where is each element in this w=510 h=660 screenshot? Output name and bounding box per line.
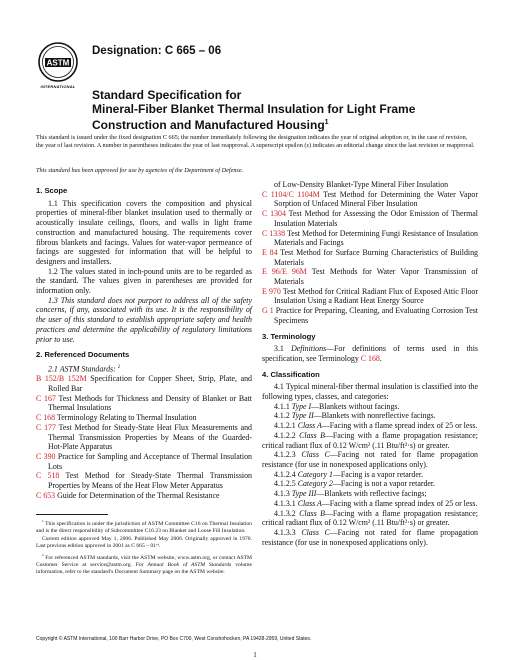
para-4-1-3-3: 4.1.3.3 Class C—Facing not rated for flame propagation resistance (for use in nonexposed applications only). <box>262 527 478 547</box>
ref-item: C 390 Practice for Sampling and Acceptance of Thermal Insulation Lots <box>36 451 252 471</box>
ref-link[interactable]: C 1338 <box>262 228 286 238</box>
ref-link[interactable]: C 1104/C 1104M <box>262 189 320 199</box>
right-column <box>262 180 478 547</box>
ref-link[interactable]: E 96/E 96M <box>262 267 307 277</box>
ref-item: E 96/E 96M Test Methods for Water Vapor Transmission of Materials <box>262 267 478 287</box>
ref-item: C 1104/C 1104M Test Method for Determining the Water Vapor Sorption of Unfaced Mineral Fiber Insulation <box>262 189 478 209</box>
designation: Designation: C 665 – 06 <box>92 45 222 57</box>
document-title <box>92 89 452 133</box>
para-4-1-2-5: 4.1.2.5 Category 2—Facing is not a vapor retarder. <box>274 479 436 489</box>
svg-text:ASTM: ASTM <box>46 58 70 68</box>
astm-logo-text <box>38 42 78 82</box>
left-column <box>36 182 252 500</box>
ref-item: C 518 Test Method for Steady-State Thermal Transmission Properties by Means of the Heat Flow Meter Apparatus <box>36 471 252 491</box>
para-4-1-2: 4.1.2 Type II—Blankets with nonreflective facings. <box>274 411 436 421</box>
para-4-1: 4.1 Typical mineral-fiber thermal insulation is classified into the following types, classes, and categories: <box>262 382 478 402</box>
logo-caption: INTERNATIONAL <box>40 84 76 89</box>
section-heading-scope: 1. Scope <box>36 186 68 195</box>
ref-link[interactable]: C 518 <box>36 471 60 481</box>
intro-paragraph: This standard is issued under the fixed designation C 665; the number immediately following the designation indicates the year of original adoption or, in the case of revision, the year of last revision. A number in parentheses indicates the year of last reapproval. A superscript epsilon (ε) indicates an editorial change since the last revision or reapproval. <box>36 134 475 149</box>
ref-item: C 1338 Test Method for Determining Fungi Resistance of Insulation Materials and Facings <box>262 228 478 248</box>
footnotes <box>36 518 252 577</box>
ref-item: C 177 Test Method for Steady-State Heat Flux Measurements and Thermal Transmission Properties by Means of the Guarded-Hot-Plate Apparatus <box>36 422 252 452</box>
para-4-1-2-2: 4.1.2.2 Class B—Facing with a flame propagation resistance; critical radiant flux of 0.12 W/cm² (.11 Btu/ft²·s) or greater. <box>262 430 478 450</box>
ref-link[interactable]: B 152/B 152M <box>36 374 87 384</box>
para-1-3: 1.3 This standard does not purport to address all of the safety concerns, if any, associated with its use. It is the responsibility of the user of this standard to establish appropriate safety and health practices and determine the applicability of regulatory limitations prior to use. <box>36 295 252 344</box>
para-1-2: 1.2 The values stated in inch-pound units are to be regarded as the standard. The values given in parentheses are provided for information only. <box>36 266 252 296</box>
para-4-1-3-1: 4.1.3.1 Class A—Facing with a flame spread index of 25 or less. <box>274 498 478 508</box>
para-4-1-2-4: 4.1.2.4 Category 1—Facing is a vapor retarder. <box>274 469 424 479</box>
title-line-1: Standard Specification for <box>92 88 242 102</box>
footnote-1-edition: Current edition approved May 1, 2006. Published May 2006. Originally approved in 1970. Last previous edition approved in 2001 as C 665 – 01ᵉ¹. <box>36 536 252 550</box>
para-4-1-3: 4.1.3 Type III—Blankets with reflective facings; <box>274 489 427 499</box>
ref-link[interactable]: C 653 <box>36 490 56 500</box>
page-number: 1 <box>253 651 257 659</box>
footnote-1: $^1$ This specification is under the jurisdiction of ASTM Committee C16 on Thermal Insulation and is the direct responsibility of Subcommittee C16.23 on Blanket and Loose Fill Insulation. <box>36 519 252 534</box>
section-heading-referenced-documents: 2. Referenced Documents <box>36 350 130 360</box>
ref-link[interactable]: E 84 <box>262 247 278 257</box>
dod-approval-note: This standard has been approved for use by agencies of the Department of Defense. <box>36 167 244 174</box>
para-4-1-2-1: 4.1.2.1 Class A—Facing with a flame spread index of 25 or less. <box>274 421 478 431</box>
ref-item: C 167 Test Methods for Thickness and Density of Blanket or Batt Thermal Insulations <box>36 393 253 413</box>
copyright-line: Copyright © ASTM International, 100 Barr Harbor Drive, PO Box C700, West Conshohocken, PA 19428-2959, United States. <box>36 636 312 642</box>
ref-continued: of Low-Density Blanket-Type Mineral Fiber Insulation <box>274 180 449 189</box>
ref-item: C 168 Terminology Relating to Thermal Insulation <box>36 413 197 423</box>
section-heading-classification: 4. Classification <box>262 369 320 379</box>
footnote-2: $^2$ For referenced ASTM standards, visit the ASTM website, www.astm.org, or contact ASTM Customer Service at service@astm.org. For Annual Book of ASTM Standards volume information, refer to the standard's Document Summary page on the ASTM website. <box>36 552 253 575</box>
title-footnote-mark: 1 <box>324 119 329 126</box>
ref-link[interactable]: C 168 <box>36 413 56 423</box>
ref-item: B 152/B 152M Specification for Copper Sheet, Strip, Plate, and Rolled Bar <box>36 374 252 393</box>
ref-link-c168[interactable]: C 168 <box>360 353 380 363</box>
ref-link[interactable]: C 167 <box>36 393 56 403</box>
ref-item: E 970 Test Method for Critical Radiant Flux of Exposed Attic Floor Insulation Using a Radiant Heat Energy Source <box>262 286 478 306</box>
ref-link[interactable]: G 1 <box>262 306 274 316</box>
ref-item: E 84 Test Method for Surface Burning Characteristics of Building Materials <box>262 247 478 267</box>
ref-item: C 653 Guide for Determination of the Thermal Resistance <box>36 490 220 500</box>
footnote-rule <box>36 514 108 515</box>
ref-link[interactable]: C 177 <box>36 422 56 432</box>
para-4-1-3-2: 4.1.3.2 Class B—Facing with a flame propagation resistance; critical radiant flux of 0.12 W/cm² (.11 Btu/ft²·s) or greater. <box>262 508 478 528</box>
para-3-1: 3.1 Definitions—For definitions of terms used in this specification, see Terminology C 168. <box>262 344 478 363</box>
astm-standards-subheading: 2.1 ASTM Standards: $^2$ <box>48 364 121 374</box>
ref-link[interactable]: C 390 <box>36 451 56 461</box>
ref-link[interactable]: E 970 <box>262 286 281 296</box>
ref-link[interactable]: C 1304 <box>262 209 286 219</box>
section-heading-terminology: 3. Terminology <box>262 331 316 341</box>
ref-item: C 1304 Test Method for Assessing the Odor Emission of Thermal Insulation Materials <box>262 209 478 228</box>
para-1-1: 1.1 This specification covers the composition and physical properties of mineral-fiber blanket insulation used to thermally or acoustically insulate ceilings, floors, and walls in light frame construction and manufactured housing. The requirements cover fibrous blankets and facings. Values for water-vapor permeance of facings are suggested for information that will be helpful to designers and installers. <box>36 198 252 266</box>
ref-item: G 1 Practice for Preparing, Cleaning, and Evaluating Corrosion Test Specimens <box>262 306 478 325</box>
title-line-2: Mineral-Fiber Blanket Thermal Insulation for Light Frame <box>92 101 416 116</box>
title-line-3: Construction and Manufactured Housing <box>92 118 325 132</box>
para-4-1-1: 4.1.1 Type I—Blankets without facings. <box>274 401 400 411</box>
para-4-1-2-3: 4.1.2.3 Class C—Facing not rated for flame propagation resistance (for use in nonexposed applications only). <box>262 450 478 469</box>
